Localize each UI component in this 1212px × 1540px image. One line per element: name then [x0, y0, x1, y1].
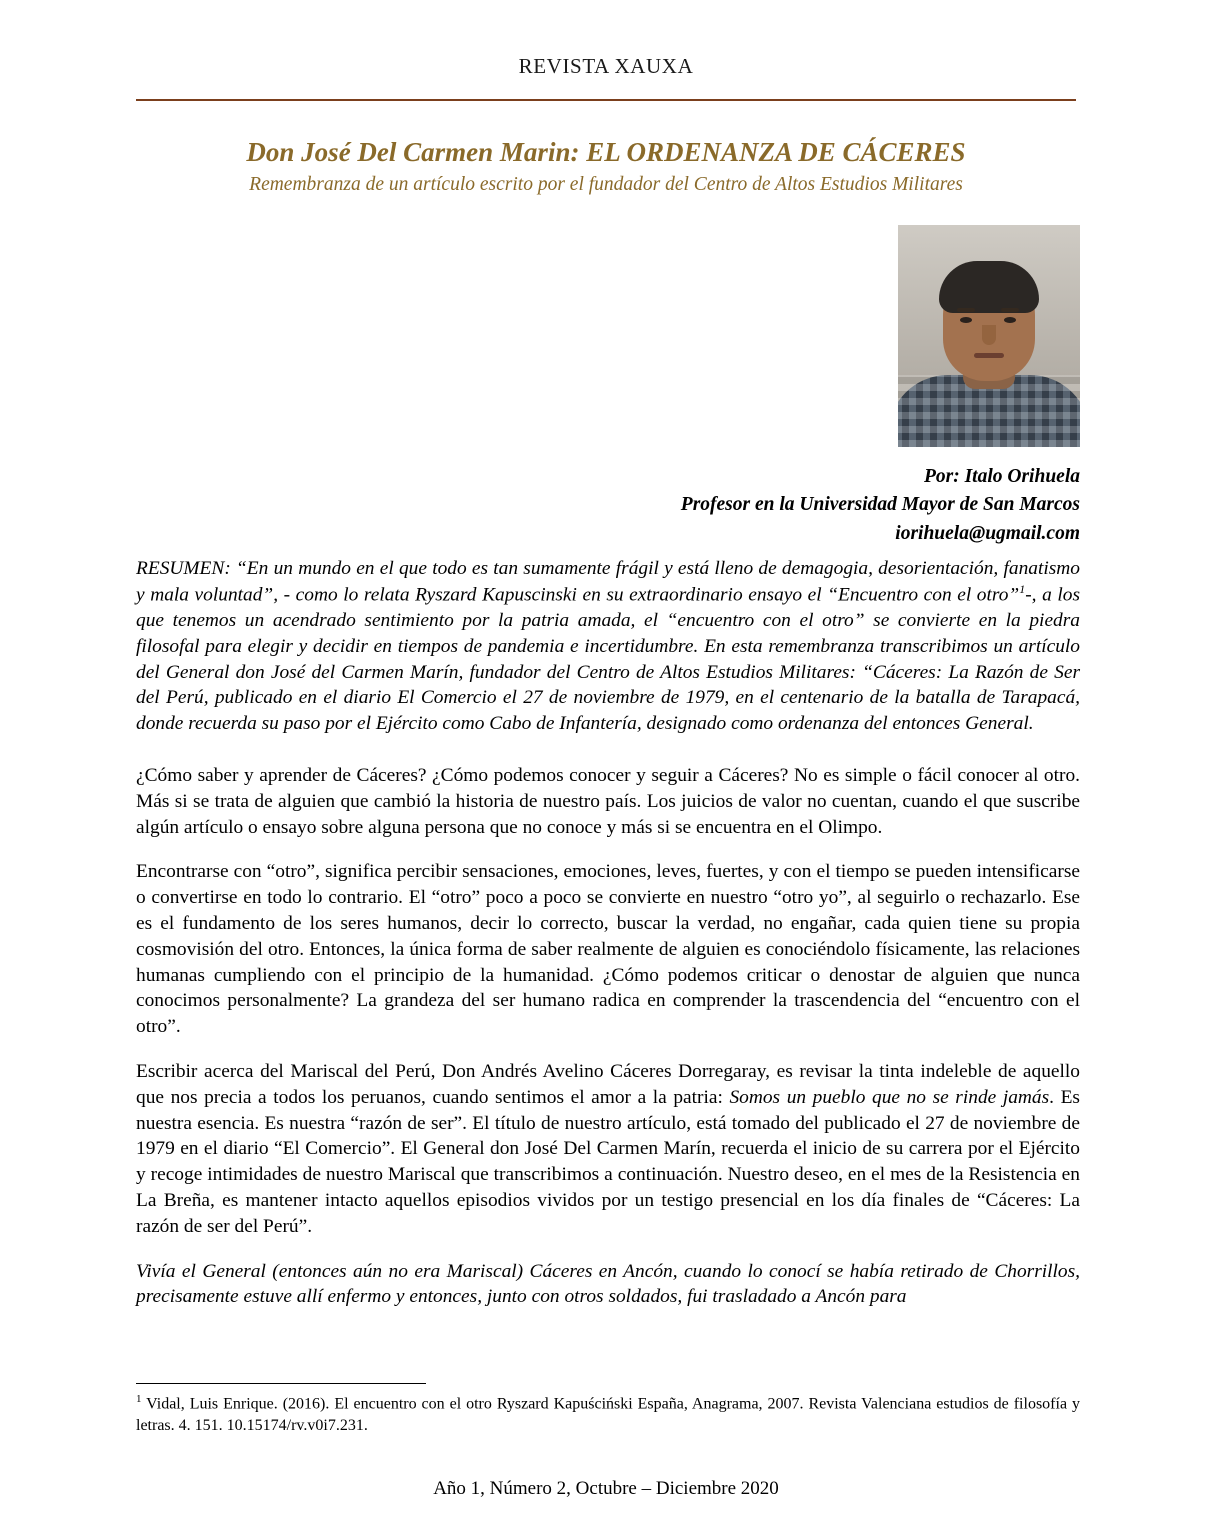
abstract-footnote-marker: 1 [1019, 581, 1026, 596]
portrait-mouth [974, 353, 1004, 358]
body-paragraph-1: ¿Cómo saber y aprender de Cáceres? ¿Cómo podemos conocer y seguir a Cáceres? No es simple o fácil conocer al otro. Más si se trata de alguien que cambió la historia de nuestro país. Los juicios de valor no cuentan, cuando el que suscribe algún artículo o ensayo sobre alguna persona que no conoce y más si se encuentra en el Olimpo. [136, 765, 1080, 838]
page-footer: Año 1, Número 2, Octubre – Diciembre 2020 [433, 1478, 779, 1499]
header-divider [136, 99, 1076, 101]
page-subtitle: Remembranza de un artículo escrito por el fundador del Centro de Altos Estudios Militares [249, 174, 963, 196]
byline-affiliation: Profesor en la Universidad Mayor de San Marcos [680, 494, 1080, 516]
portrait-nose [982, 325, 996, 345]
footnote-divider [136, 1383, 426, 1384]
byline [681, 463, 1080, 548]
footnote [136, 1392, 1080, 1437]
footnote-marker: 1 [136, 1393, 142, 1405]
paragraph-3-part-1: Escribir acerca del Mariscal del Perú, Don Andrés Avelino Cáceres Dorregaray, es revisar la tinta indeleble de aquello que nos precia a todos los peruanos, cuando sentimos el amor a la patria: [136, 1061, 1080, 1108]
body-paragraph-2: Encontrarse con “otro”, significa percibir sensaciones, emociones, leves, fuertes, y con el tiempo se pueden intensificarse o convertirse en todo lo contrario. El “otro” poco a poco se convierte en nuestro “otro yo”, al seguirlo o rechazarlo. Ese es el fundamento de los seres humanos, decir lo correcto, buscar la verdad, no engañar, cada quien tiene su propia cosmovisión del otro. Entonces, la única forma de saber realmente de alguien es conociéndolo físicamente, las relaciones humanas cumpliendo con el principio de la humanidad. ¿Cómo podemos criticar o denostar de alguien que nunca conocimos personalmente? La grandeza del ser humano radica en comprender la trascendencia del “encuentro con el otro”. [136, 861, 1080, 1038]
portrait-eye-left [960, 317, 972, 323]
footnote-text: Vidal, Luis Enrique. (2016). El encuentro con el otro Ryszard Kapuściński España, Anagrama, 2007. Revista Valenciana estudios de filosofía y letras. 4. 151. 10.15174/rv.v0i7.231. [136, 1395, 1080, 1434]
abstract-label: RESUMEN: [136, 558, 231, 579]
portrait-hair [939, 261, 1039, 313]
paragraph-3-part-2: . Es nuestra esencia. Es nuestra “razón de ser”. El título de nuestro artículo, está tomado del publicado el 27 de noviembre de 1979 en el diario “El Comercio”. El General don José Del Carmen Marín, recuerda el inicio de su carrera por el Ejército y recoge intimidades de nuestro Mariscal que transcribimos a continuación. Nuestro deseo, en el mes de la Resistencia en La Breña, es mantener intacto aquellos episodios vividos por un testigo presencial en los día finales de “Cáceres: La razón de ser del Perú”. [136, 1086, 1080, 1237]
body-paragraph-3 [136, 1059, 1080, 1240]
byline-author: Por: Italo Orihuela [923, 466, 1080, 487]
author-photo [898, 225, 1080, 447]
page-title: Don José Del Carmen Marin: EL ORDENANZA DE CÁCERES [246, 137, 966, 167]
running-head: REVISTA XAUXA [518, 54, 694, 78]
abstract-text: “En un mundo en el que todo es tan sumamente frágil y está lleno de demagogia, desorientación, fanatismo y mala voluntad”, - como lo relata Ryszard Kapuscinski en su extraordinario ensayo el “Encuentro con el otro” [136, 558, 1080, 606]
paragraph-3-emphasis: Somos un pueblo que no se rinde jamás [729, 1086, 1050, 1108]
portrait-brow-left [957, 308, 975, 312]
body-paragraph-4: Vivía el General (entonces aún no era Mariscal) Cáceres en Ancón, cuando lo conocí se había retirado de Chorrillos, precisamente estuve allí enfermo y entonces, junto con otros soldados, fui trasladado a Ancón para [136, 1260, 1080, 1308]
byline-email[interactable]: iorihuela@ugmail.com [895, 522, 1080, 544]
portrait-brow-right [1001, 308, 1019, 312]
portrait-eye-right [1004, 317, 1016, 323]
article-body [136, 556, 1080, 1329]
abstract-text-cont: -, a los que tenemos un acendrado sentimiento por la patria amada, el “encuentro con el otro” se convierte en la piedra filosofal para elegir y decidir en tiempos de pandemia e incertidumbre. En esta remembranza transcribimos un artículo del General don José del Carmen Marín, fundador del Centro de Altos Estudios Militares: “Cáceres: La Razón de Ser del Perú, publicado en el diario El Comercio el 27 de noviembre de 1979, en el centenario de la batalla de Tarapacá, donde recuerda su paso por el Ejército como Cabo de Infantería, designado como ordenanza del entonces General. [136, 584, 1080, 735]
abstract-paragraph [136, 556, 1080, 737]
author-portrait-image [898, 225, 1080, 447]
